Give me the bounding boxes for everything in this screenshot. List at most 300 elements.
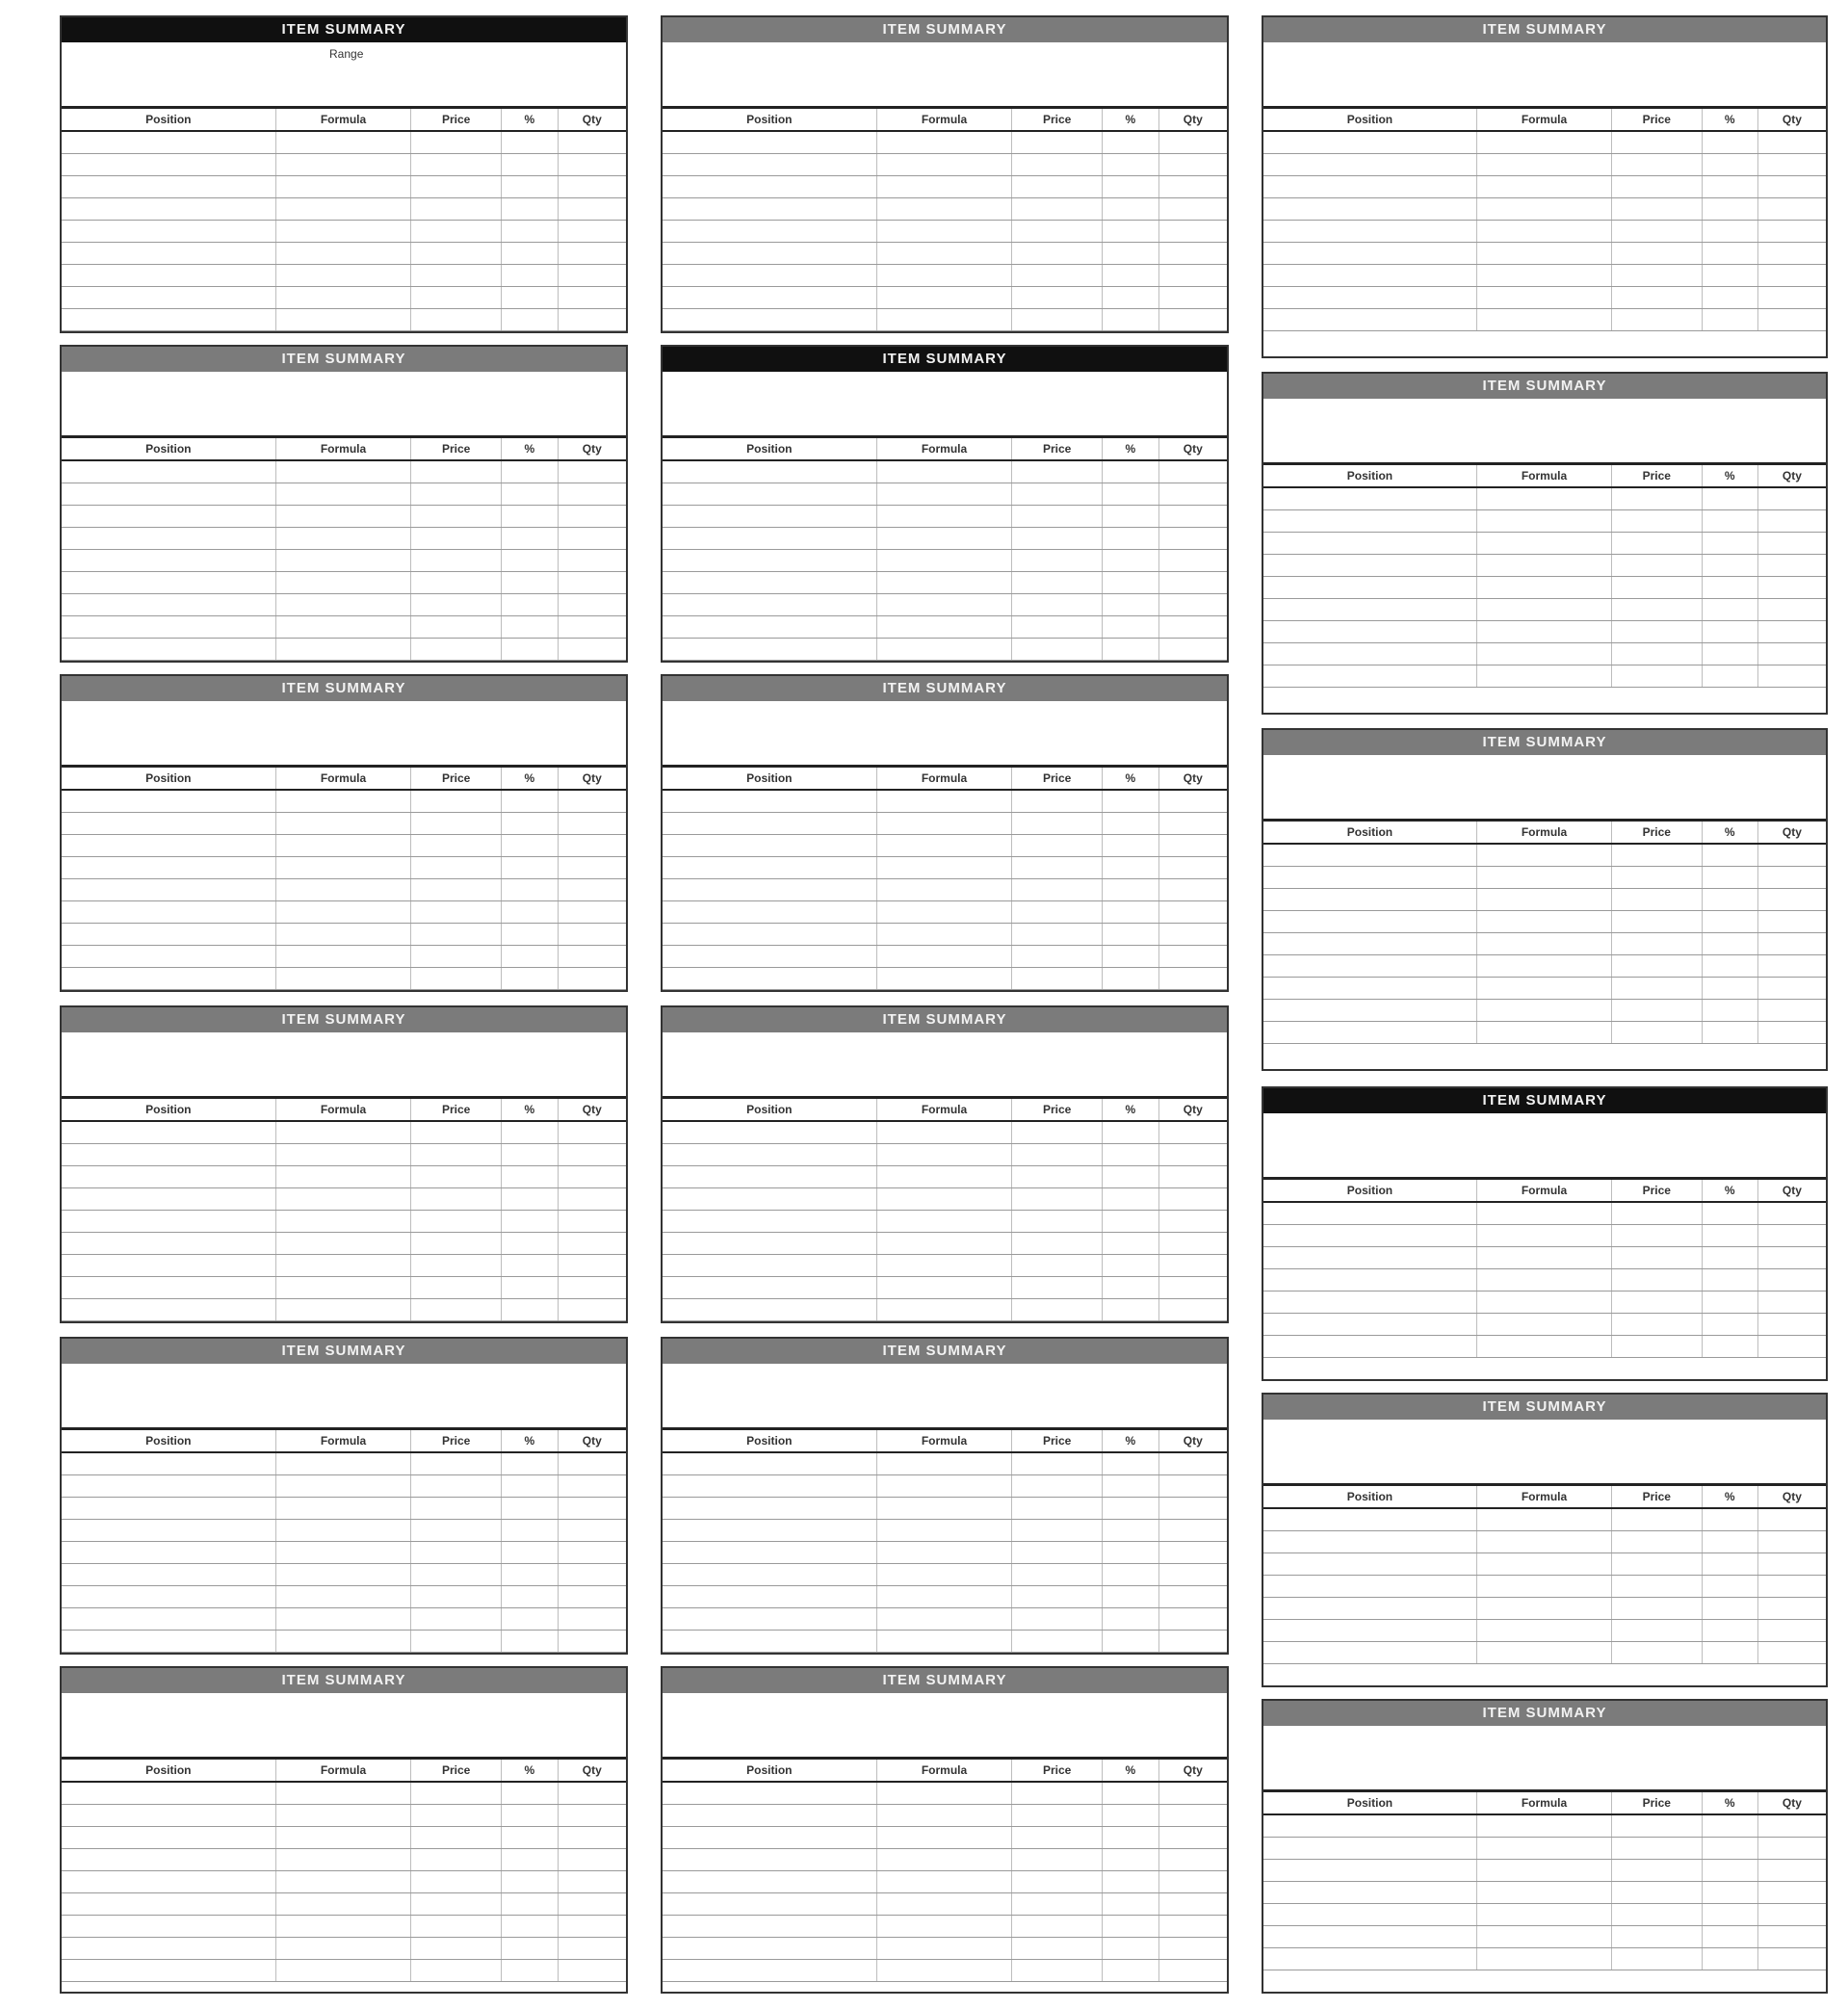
meta-cell <box>69 65 214 85</box>
table-row <box>62 1255 626 1277</box>
table-cell <box>663 594 877 615</box>
table-cell <box>1703 1882 1758 1903</box>
table-cell <box>1477 198 1612 220</box>
table-cell <box>1012 1938 1103 1959</box>
meta-cell <box>541 1366 618 1386</box>
table-cell <box>1612 132 1702 153</box>
table-cell <box>1012 835 1103 856</box>
card-meta <box>1263 755 1826 819</box>
table-row <box>1263 132 1826 154</box>
table-cell <box>1159 1631 1227 1652</box>
table-cell <box>62 1453 276 1474</box>
table-cell <box>1103 1520 1159 1541</box>
column-header: Qty <box>1782 1796 1802 1810</box>
table-cell <box>62 1475 276 1497</box>
table-cell <box>62 506 276 527</box>
table-cell <box>1263 1225 1477 1246</box>
table-cell <box>1103 1144 1159 1165</box>
table-cell <box>663 1916 877 1937</box>
table-cell <box>559 1960 626 1981</box>
column-header: Formula <box>1477 1486 1612 1507</box>
data-card <box>661 1005 1229 1323</box>
table-cell <box>1159 1783 1227 1804</box>
table-cell <box>1758 1860 1826 1881</box>
table-cell <box>1477 1292 1612 1313</box>
table-cell <box>1263 599 1477 620</box>
meta-cell <box>930 394 983 414</box>
column-header: Price <box>1012 109 1103 130</box>
table-row <box>663 528 1227 550</box>
table-row <box>62 243 626 265</box>
card-title: ITEM SUMMARY <box>1263 730 1826 755</box>
table-cell <box>1012 594 1103 615</box>
table-cell <box>1758 132 1826 153</box>
table-cell <box>502 1916 559 1937</box>
table-cell <box>1263 132 1477 153</box>
table-cell <box>1758 176 1826 197</box>
table-cell <box>411 1498 502 1519</box>
meta-cell <box>930 1034 983 1055</box>
card-title: ITEM SUMMARY <box>62 1668 626 1693</box>
table-cell <box>877 924 1013 945</box>
column-header: Position <box>62 1430 276 1451</box>
table-cell <box>1012 857 1103 878</box>
table-row <box>1263 243 1826 265</box>
table-cell <box>1103 506 1159 527</box>
meta-cell <box>1416 1156 1531 1176</box>
meta-cell <box>69 1034 214 1055</box>
table-cell <box>502 1233 559 1254</box>
table-cell <box>1159 309 1227 330</box>
table-cell <box>1159 857 1227 878</box>
card-table <box>1263 819 1826 1044</box>
table-cell <box>1703 845 1758 866</box>
table-cell <box>502 1144 559 1165</box>
table-row <box>1263 1815 1826 1838</box>
table-row <box>62 857 626 879</box>
table-cell <box>1159 198 1227 220</box>
table-cell <box>1103 154 1159 175</box>
meta-cell <box>1689 1768 1741 1788</box>
card-meta <box>62 372 626 435</box>
card-table <box>1263 1789 1826 1970</box>
table-cell <box>411 1233 502 1254</box>
table-cell <box>62 1586 276 1607</box>
table-cell <box>1477 1553 1612 1575</box>
meta-cell <box>815 1406 930 1426</box>
table-cell <box>1012 1122 1103 1143</box>
meta-cell <box>214 394 329 414</box>
table-cell <box>62 154 276 175</box>
meta-row <box>69 85 618 105</box>
meta-cell <box>1416 777 1531 797</box>
table-cell <box>276 924 412 945</box>
column-header: Position <box>1263 1792 1477 1813</box>
table-cell <box>559 154 626 175</box>
table-cell <box>1758 1904 1826 1925</box>
table-row <box>663 1542 1227 1564</box>
table-cell <box>1263 510 1477 532</box>
card-title: ITEM SUMMARY <box>62 1339 626 1364</box>
table-row <box>1263 867 1826 889</box>
table-cell <box>411 1166 502 1187</box>
meta-cell <box>815 1055 930 1075</box>
table-row <box>62 1299 626 1321</box>
column-header: Price <box>411 438 502 459</box>
table-cell <box>411 176 502 197</box>
meta-cell <box>1089 374 1142 394</box>
meta-cell <box>1583 65 1689 85</box>
meta-cell <box>214 1406 329 1426</box>
table-cell <box>62 1144 276 1165</box>
table-cell <box>1263 488 1477 509</box>
table-cell <box>1159 1849 1227 1870</box>
table-cell <box>1758 1553 1826 1575</box>
column-header: Position <box>663 1099 877 1120</box>
table-cell <box>276 639 412 660</box>
column-header: Price <box>1612 465 1702 486</box>
meta-row <box>670 1034 1219 1055</box>
table-cell <box>663 639 877 660</box>
meta-cell <box>488 1366 541 1386</box>
card-meta <box>1263 1113 1826 1177</box>
table-cell <box>877 901 1013 923</box>
table-cell <box>663 1299 877 1320</box>
table-cell <box>1477 1948 1612 1970</box>
table-header <box>663 1099 1227 1122</box>
table-cell <box>663 1805 877 1826</box>
table-header <box>663 1430 1227 1453</box>
table-cell <box>663 1475 877 1497</box>
table-cell <box>1263 933 1477 954</box>
meta-cell <box>930 414 983 434</box>
meta-row <box>69 394 618 414</box>
table-cell <box>1012 287 1103 308</box>
table-cell <box>1477 1336 1612 1357</box>
table-cell <box>877 572 1013 593</box>
table-cell <box>877 1144 1013 1165</box>
table-cell <box>1612 154 1702 175</box>
table-cell <box>1703 132 1758 153</box>
meta-cell <box>1089 1075 1142 1095</box>
table-header <box>62 438 626 461</box>
meta-cell <box>1689 1422 1741 1442</box>
table-cell <box>1012 1453 1103 1474</box>
meta-cell <box>382 44 488 65</box>
table-cell <box>1263 154 1477 175</box>
table-cell <box>276 1783 412 1804</box>
meta-row <box>670 1075 1219 1095</box>
table-row <box>62 1849 626 1871</box>
card-table <box>62 106 626 331</box>
card-meta <box>663 42 1227 106</box>
meta-cell <box>1142 1695 1219 1715</box>
table-cell <box>663 1166 877 1187</box>
table-cell <box>62 1938 276 1959</box>
column-header: Formula <box>276 109 412 130</box>
meta-cell <box>1689 401 1741 421</box>
column-header: Qty <box>582 771 602 785</box>
table-cell <box>559 1144 626 1165</box>
table-cell <box>62 879 276 900</box>
meta-cell <box>930 85 983 105</box>
table-cell <box>1103 594 1159 615</box>
table-cell <box>1703 510 1758 532</box>
meta-cell <box>382 1366 488 1386</box>
table-cell <box>1159 1938 1227 1959</box>
column-header: Position <box>1263 109 1477 130</box>
table-cell <box>1103 639 1159 660</box>
meta-cell <box>488 1075 541 1095</box>
meta-row <box>69 1695 618 1715</box>
table-cell <box>411 1520 502 1541</box>
table-cell <box>1103 1453 1159 1474</box>
table-cell <box>663 1849 877 1870</box>
table-cell <box>411 154 502 175</box>
table-cell <box>663 1542 877 1563</box>
meta-cell <box>670 1366 815 1386</box>
meta-cell <box>1583 401 1689 421</box>
meta-cell <box>541 65 618 85</box>
table-cell <box>1263 1926 1477 1947</box>
table-cell <box>411 198 502 220</box>
meta-cell <box>541 414 618 434</box>
meta-cell <box>1271 797 1416 818</box>
table-cell <box>1012 639 1103 660</box>
table-cell <box>559 176 626 197</box>
meta-cell <box>382 1055 488 1075</box>
table-cell <box>276 154 412 175</box>
meta-row <box>69 1715 618 1735</box>
table-cell <box>1159 835 1227 856</box>
table-row <box>62 1122 626 1144</box>
table-cell <box>1612 1022 1702 1043</box>
meta-cell <box>1416 44 1531 65</box>
table-cell <box>559 639 626 660</box>
meta-cell <box>214 414 329 434</box>
meta-cell <box>1583 1442 1689 1462</box>
meta-cell <box>69 1366 214 1386</box>
table-cell <box>502 1255 559 1276</box>
table-cell <box>1612 933 1702 954</box>
table-cell <box>276 1453 412 1474</box>
table-cell <box>1103 1233 1159 1254</box>
table-cell <box>276 1871 412 1892</box>
table-cell <box>559 813 626 834</box>
table-cell <box>1012 1849 1103 1870</box>
table-cell <box>1477 132 1612 153</box>
table-cell <box>559 1783 626 1804</box>
table-cell <box>411 639 502 660</box>
table-cell <box>1103 461 1159 483</box>
column-header: Price <box>1012 1099 1103 1120</box>
table-cell <box>1012 1542 1103 1563</box>
table-cell <box>1703 1642 1758 1663</box>
table-cell <box>877 1166 1013 1187</box>
table-cell <box>1263 1509 1477 1530</box>
card-title: ITEM SUMMARY <box>1263 1088 1826 1113</box>
table-row <box>663 857 1227 879</box>
card-title: ITEM SUMMARY <box>663 1668 1227 1693</box>
meta-row <box>670 723 1219 744</box>
table-row <box>1263 309 1826 331</box>
meta-cell <box>1271 1768 1416 1788</box>
card-table <box>663 1757 1227 1982</box>
column-header: Formula <box>1477 465 1612 486</box>
meta-cell <box>815 1386 930 1406</box>
table-cell <box>1612 1000 1702 1021</box>
table-cell <box>502 1166 559 1187</box>
table-cell <box>1758 1336 1826 1357</box>
table-cell <box>1103 1299 1159 1320</box>
table-cell <box>1012 309 1103 330</box>
table-cell <box>1159 1871 1227 1892</box>
meta-row <box>670 1386 1219 1406</box>
table-cell <box>502 1475 559 1497</box>
table-cell <box>502 791 559 812</box>
meta-cell <box>815 723 930 744</box>
table-cell <box>502 506 559 527</box>
table-row <box>62 1564 626 1586</box>
column-header: Position <box>62 1099 276 1120</box>
table-row <box>1263 510 1826 533</box>
table-row <box>1263 1838 1826 1860</box>
column-header: Qty <box>1183 442 1203 456</box>
table-cell <box>411 879 502 900</box>
table-cell <box>1703 287 1758 308</box>
table-row <box>1263 176 1826 198</box>
meta-row <box>1271 1115 1818 1135</box>
meta-cell <box>1583 1156 1689 1176</box>
table-cell <box>1612 889 1702 910</box>
table-cell <box>1612 577 1702 598</box>
meta-cell <box>1689 1135 1741 1156</box>
meta-row <box>670 1715 1219 1735</box>
table-cell <box>502 901 559 923</box>
meta-cell <box>1142 744 1219 764</box>
table-cell <box>1477 955 1612 977</box>
card-table <box>663 435 1227 661</box>
column-header: Price <box>411 109 502 130</box>
card-table <box>62 765 626 990</box>
table-cell <box>1159 1453 1227 1474</box>
table-cell <box>1012 1893 1103 1915</box>
column-header: Formula <box>877 1099 1013 1120</box>
meta-cell <box>1142 1715 1219 1735</box>
card-table <box>663 1096 1227 1321</box>
meta-cell <box>1142 1406 1219 1426</box>
table-cell <box>877 1211 1013 1232</box>
table-cell <box>559 1188 626 1210</box>
table-cell <box>1012 1166 1103 1187</box>
table-cell <box>663 1608 877 1630</box>
table-header <box>663 768 1227 791</box>
meta-cell <box>1689 421 1741 441</box>
table-cell <box>276 1849 412 1870</box>
table-cell <box>276 1564 412 1585</box>
column-header: % <box>1103 1760 1159 1781</box>
table-cell <box>1012 1299 1103 1320</box>
column-header: % <box>1103 1430 1159 1451</box>
table-cell <box>1103 243 1159 264</box>
meta-cell <box>214 1034 329 1055</box>
table-cell <box>1159 1144 1227 1165</box>
meta-cell <box>69 744 214 764</box>
table-cell <box>663 1520 877 1541</box>
card-title: ITEM SUMMARY <box>1263 17 1826 42</box>
table-cell <box>1703 221 1758 242</box>
meta-cell <box>1142 1386 1219 1406</box>
table-cell <box>411 594 502 615</box>
table-cell <box>663 198 877 220</box>
meta-cell <box>670 65 815 85</box>
meta-cell <box>1089 1715 1142 1735</box>
table-row <box>663 221 1227 243</box>
meta-cell <box>983 1406 1089 1426</box>
table-cell <box>1103 1849 1159 1870</box>
meta-row <box>69 1406 618 1426</box>
table-cell <box>1703 577 1758 598</box>
meta-cell <box>541 1695 618 1715</box>
meta-cell <box>214 85 329 105</box>
table-cell <box>411 835 502 856</box>
column-header: Formula <box>1477 109 1612 130</box>
table-row <box>1263 1553 1826 1576</box>
table-cell <box>1758 889 1826 910</box>
meta-cell <box>930 1366 983 1386</box>
meta-cell <box>488 374 541 394</box>
table-row <box>62 1542 626 1564</box>
table-cell <box>502 309 559 330</box>
table-cell <box>502 1542 559 1563</box>
table-cell <box>62 1849 276 1870</box>
table-cell <box>1703 1620 1758 1641</box>
table-cell <box>877 309 1013 330</box>
card-meta <box>1263 399 1826 462</box>
table-cell <box>502 813 559 834</box>
table-cell <box>276 813 412 834</box>
table-cell <box>502 243 559 264</box>
table-cell <box>411 483 502 505</box>
table-row <box>62 132 626 154</box>
table-cell <box>1103 528 1159 549</box>
meta-cell <box>1271 441 1416 461</box>
table-cell <box>1159 1188 1227 1210</box>
table-cell <box>663 1233 877 1254</box>
table-row <box>1263 1000 1826 1022</box>
table-cell <box>663 1211 877 1232</box>
meta-cell <box>329 744 382 764</box>
table-row <box>1263 955 1826 978</box>
meta-cell <box>1142 374 1219 394</box>
meta-cell <box>1741 1156 1818 1176</box>
table-row <box>1263 1225 1826 1247</box>
table-cell <box>1477 911 1612 932</box>
meta-cell <box>1583 85 1689 105</box>
meta-row <box>69 1366 618 1386</box>
meta-cell <box>1583 421 1689 441</box>
table-cell <box>1612 533 1702 554</box>
table-cell <box>1159 1893 1227 1915</box>
meta-cell <box>1271 44 1416 65</box>
meta-cell <box>541 744 618 764</box>
table-cell <box>1477 643 1612 665</box>
meta-cell <box>1741 797 1818 818</box>
column-header: % <box>1703 1486 1758 1507</box>
data-card <box>60 1005 628 1323</box>
table-cell <box>1159 1498 1227 1519</box>
table-cell <box>62 1783 276 1804</box>
